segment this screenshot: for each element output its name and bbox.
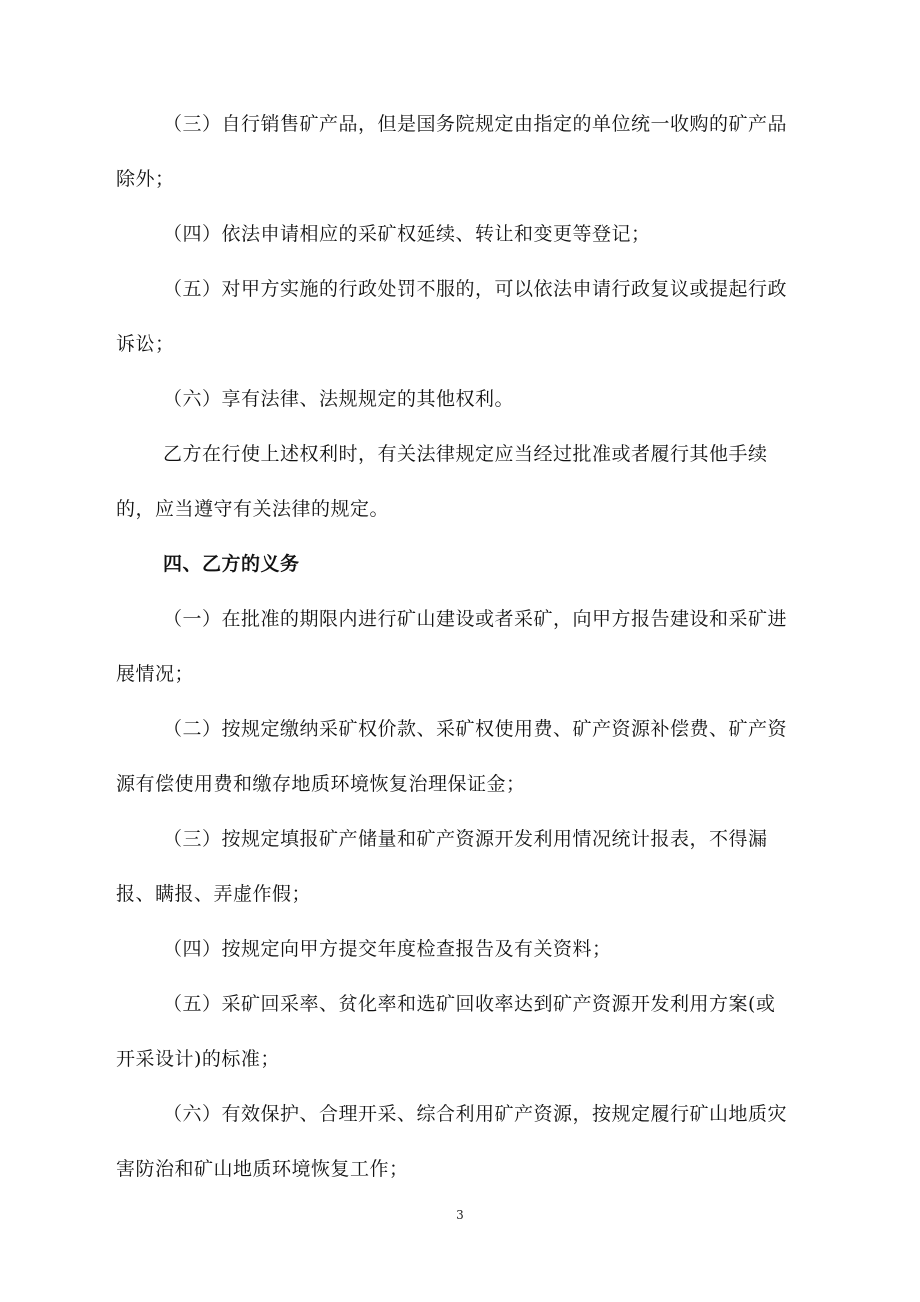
paragraph-duty-5-recovery-rate: （五）采矿回采率、贫化率和选矿回收率达到矿产资源开发利用方案(或开采设计)的标准； bbox=[116, 993, 776, 1070]
paragraph-right-5-administrative-review: （五）对甲方实施的行政处罚不服的，可以依法申请行政复议或提起行政诉讼； bbox=[116, 278, 788, 355]
paragraph-duty-2-fees: （二）按规定缴纳采矿权价款、采矿权使用费、矿产资源补偿费、矿产资源有偿使用费和缴存地质环境恢复治理保证金； bbox=[116, 718, 788, 795]
paragraph-right-3-sell-products: （三）自行销售矿产品，但是国务院规定由指定的单位统一收购的矿产品除外； bbox=[116, 113, 788, 190]
paragraph-right-4-apply-registration: （四）依法申请相应的采矿权延续、转让和变更等登记； bbox=[163, 223, 651, 245]
paragraph-duty-6-protection: （六）有效保护、合理开采、综合利用矿产资源，按规定履行矿山地质灾害防治和矿山地质环境恢复工作； bbox=[116, 1103, 788, 1180]
paragraph-duty-1-construction: （一）在批准的期限内进行矿山建设或者采矿，向甲方报告建设和采矿进展情况； bbox=[116, 608, 788, 685]
paragraph-duty-3-statistics: （三）按规定填报矿产储量和矿产资源开发利用情况统计报表，不得漏报、瞒报、弄虚作假； bbox=[116, 828, 768, 905]
page-number: 3 bbox=[456, 1208, 464, 1222]
section-heading-party-b-obligations: 四、乙方的义务 bbox=[163, 553, 300, 575]
paragraph-exercise-rights-note: 乙方在行使上述权利时，有关法律规定应当经过批准或者履行其他手续的，应当遵守有关法律的规定。 bbox=[116, 443, 768, 520]
paragraph-right-6-other-rights: （六）享有法律、法规规定的其他权利。 bbox=[163, 388, 515, 410]
paragraph-duty-4-annual-report: （四）按规定向甲方提交年度检查报告及有关资料； bbox=[163, 938, 612, 960]
